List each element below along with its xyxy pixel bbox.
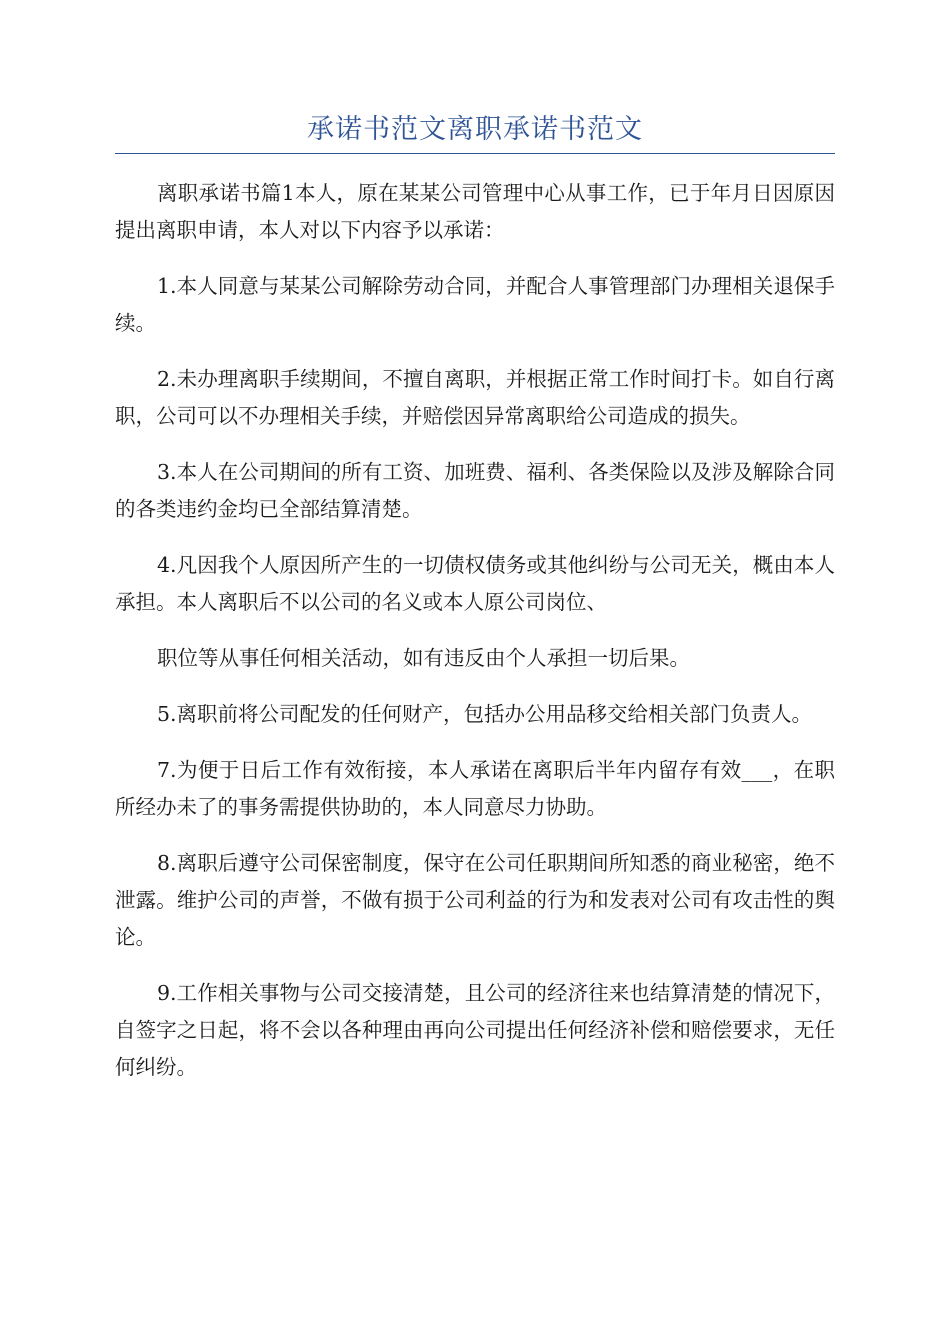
paragraph-item-1: 1.本人同意与某某公司解除劳动合同，并配合人事管理部门办理相关退保手续。 bbox=[115, 274, 835, 335]
paragraph-item-9: 9.工作相关事物与公司交接清楚，且公司的经济往来也结算清楚的情况下，自签字之日起，将不会以各种理由再向公司提出任何经济补偿和赔偿要求，无任何纠纷。 bbox=[115, 981, 835, 1079]
paragraph-intro: 离职承诺书篇1本人，原在某某公司管理中心从事工作，已于年月日因原因提出离职申请，本人对以下内容予以承诺： bbox=[115, 181, 835, 242]
paragraph-item-4-continued: 职位等从事任何相关活动，如有违反由个人承担一切后果。 bbox=[157, 646, 690, 670]
paragraph-item-2: 2.未办理离职手续期间，不擅自离职，并根据正常工作时间打卡。如自行离职，公司可以不办理相关手续，并赔偿因异常离职给公司造成的损失。 bbox=[115, 367, 835, 428]
paragraph-item-4: 4.凡因我个人原因所产生的一切债权债务或其他纠纷与公司无关，概由本人承担。本人离职后不以公司的名义或本人原公司岗位、 bbox=[115, 553, 835, 614]
document-body bbox=[115, 175, 835, 1105]
paragraph-item-8: 8.离职后遵守公司保密制度，保守在公司任职期间所知悉的商业秘密，绝不泄露。维护公司的声誉，不做有损于公司利益的行为和发表对公司有攻击性的舆论。 bbox=[115, 851, 835, 949]
title-underline bbox=[115, 153, 835, 154]
paragraph-item-7: 7.为便于日后工作有效衔接，本人承诺在离职后半年内留存有效___，在职所经办未了的事务需提供协助的，本人同意尽力协助。 bbox=[115, 758, 835, 819]
paragraph-item-3: 3.本人在公司期间的所有工资、加班费、福利、各类保险以及涉及解除合同的各类违约金均已全部结算清楚。 bbox=[115, 460, 835, 521]
document-title: 承诺书范文离职承诺书范文 bbox=[307, 114, 643, 145]
paragraph-item-5: 5.离职前将公司配发的任何财产，包括办公用品移交给相关部门负责人。 bbox=[157, 702, 813, 726]
